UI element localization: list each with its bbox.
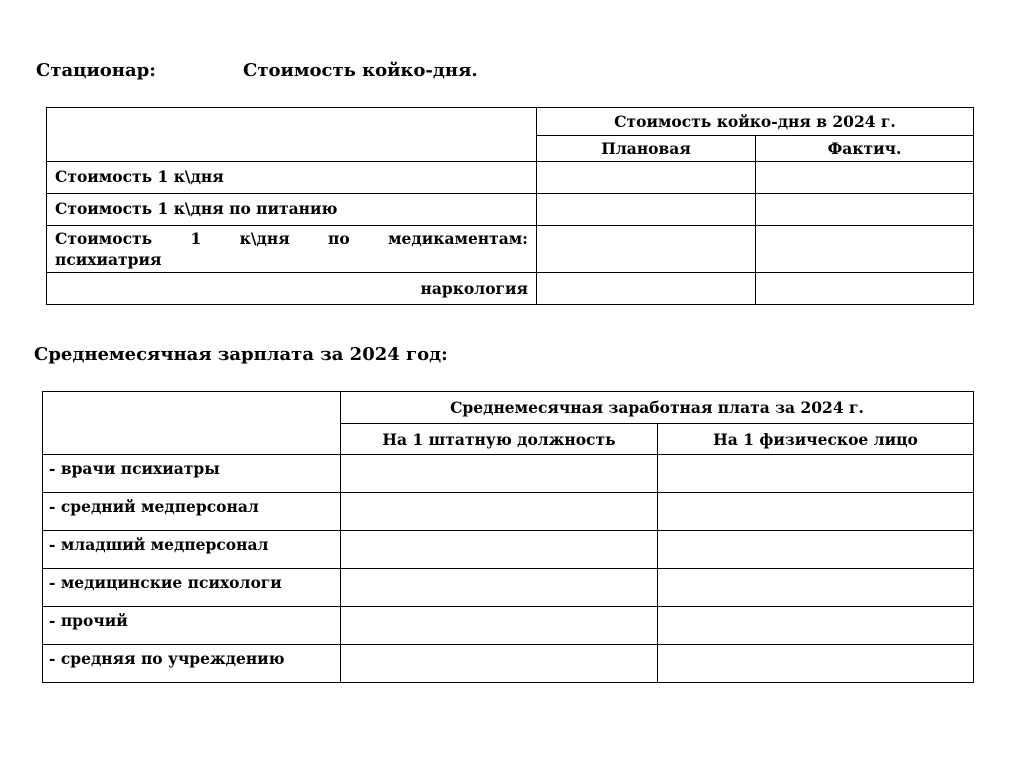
- table2-row-label: - медицинские психологи: [43, 569, 341, 607]
- table1-row-label: Стоимость 1 к\дня по питанию: [47, 194, 537, 226]
- table1-cell-actual[interactable]: [756, 226, 974, 273]
- table2-cell-staff[interactable]: [341, 645, 658, 683]
- row-label-line2: психиатрия: [55, 250, 162, 269]
- table1-corner-cell: [47, 108, 537, 162]
- table2-cell-person[interactable]: [658, 645, 974, 683]
- table2-cell-staff[interactable]: [341, 493, 658, 531]
- table2-row-label: - средний медперсонал: [43, 493, 341, 531]
- table2-group-header: Среднемесячная заработная плата за 2024 г.: [341, 392, 974, 424]
- table1-cell-planned[interactable]: [537, 162, 756, 194]
- table2-row-label: - средняя по учреждению: [43, 645, 341, 683]
- table2-row-label: - младший медперсонал: [43, 531, 341, 569]
- section2-title: Среднемесячная зарплата за 2024 год:: [34, 344, 448, 365]
- table1-col-actual: Фактич.: [756, 136, 974, 162]
- row-label-line1: Стоимость 1 к\дня по медикаментам:: [55, 229, 528, 248]
- table1-row-label: Стоимость 1 к\дня: [47, 162, 537, 194]
- table1-cell-planned[interactable]: [537, 194, 756, 226]
- table2-cell-person[interactable]: [658, 569, 974, 607]
- table2-col-staff: На 1 штатную должность: [341, 424, 658, 455]
- table2-cell-staff[interactable]: [341, 455, 658, 493]
- table1-col-planned: Плановая: [537, 136, 756, 162]
- bed-day-cost-table: [46, 107, 974, 305]
- table2-row-label: - прочий: [43, 607, 341, 645]
- table1-cell-actual[interactable]: [756, 162, 974, 194]
- table1-cell-planned[interactable]: [537, 226, 756, 273]
- table2-cell-person[interactable]: [658, 493, 974, 531]
- table2-cell-person[interactable]: [658, 607, 974, 645]
- table1-row-label: [47, 226, 537, 273]
- table2-cell-staff[interactable]: [341, 531, 658, 569]
- table1-group-header: Стоимость койко-дня в 2024 г.: [537, 108, 974, 136]
- table2-cell-person[interactable]: [658, 531, 974, 569]
- table2-cell-staff[interactable]: [341, 569, 658, 607]
- table1-cell-actual[interactable]: [756, 273, 974, 305]
- table2-row-label: - врачи психиатры: [43, 455, 341, 493]
- table1-cell-actual[interactable]: [756, 194, 974, 226]
- section1-label: Стационар:: [36, 60, 156, 81]
- table2-col-person: На 1 физическое лицо: [658, 424, 974, 455]
- table2-cell-person[interactable]: [658, 455, 974, 493]
- table1-row-label: наркология: [47, 273, 537, 305]
- table2-cell-staff[interactable]: [341, 607, 658, 645]
- salary-table: [42, 391, 974, 683]
- table1-cell-planned[interactable]: [537, 273, 756, 305]
- table2-corner-cell: [43, 392, 341, 455]
- section1-title: Стоимость койко-дня.: [243, 60, 478, 81]
